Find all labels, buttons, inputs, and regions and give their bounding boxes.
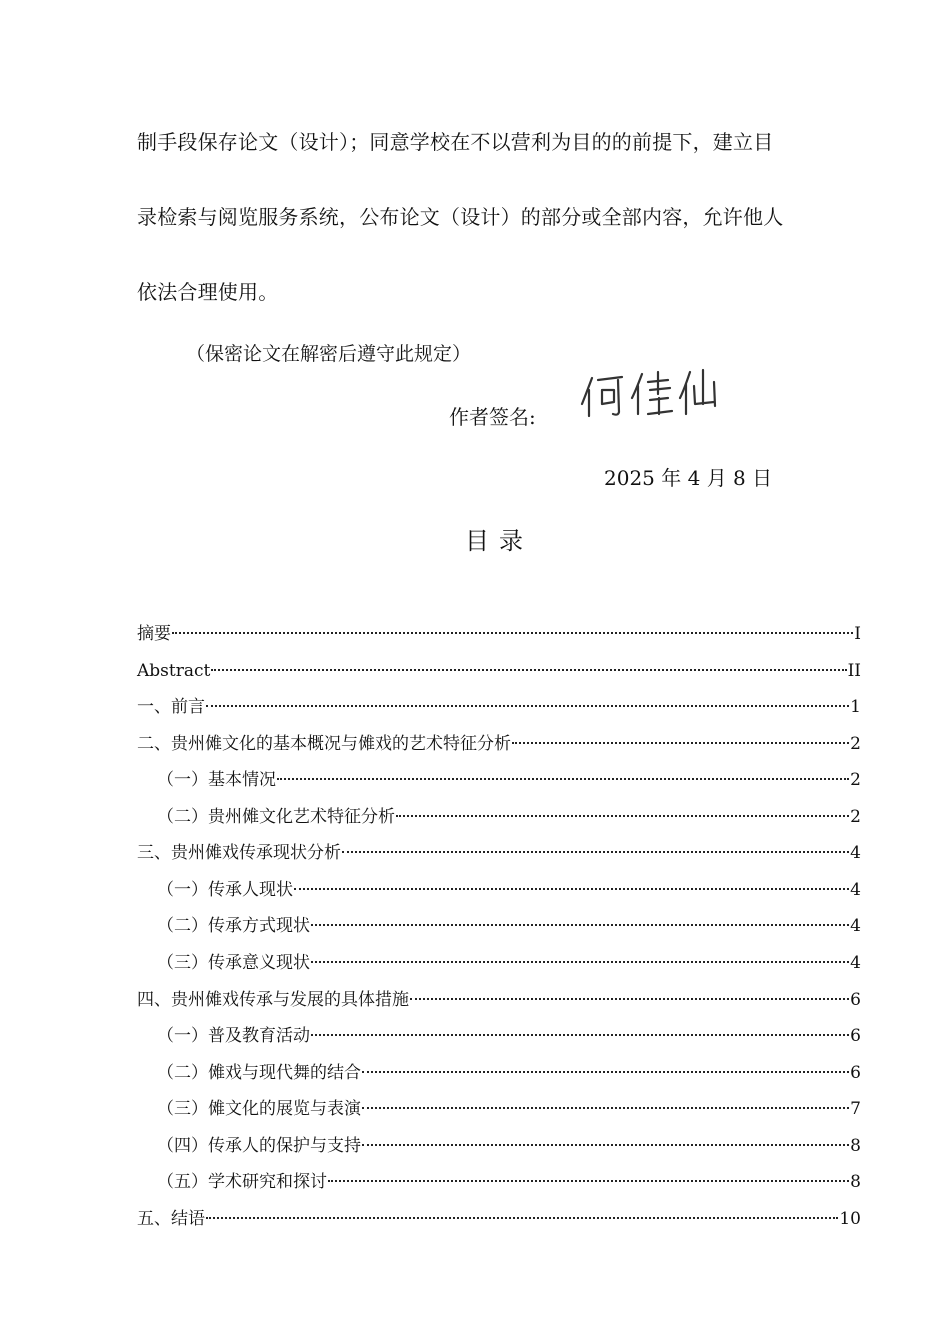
toc-leader-dots	[410, 981, 849, 1005]
toc-entry[interactable]	[137, 615, 861, 644]
toc-leader-dots	[512, 725, 849, 749]
toc-leader-dots	[396, 798, 849, 822]
toc-entry-page: 2	[850, 807, 861, 827]
toc-leader-dots	[206, 688, 849, 712]
toc-entry[interactable]	[157, 1090, 861, 1119]
toc-leader-dots	[172, 615, 853, 639]
confidential-note: （保密论文在解密后遵守此规定）	[186, 343, 472, 365]
toc-entry[interactable]	[137, 688, 861, 717]
toc-leader-dots	[328, 1163, 849, 1187]
toc-entry-page: 4	[850, 880, 861, 900]
toc-leader-dots	[294, 871, 849, 895]
toc-entry-page: 2	[850, 770, 861, 790]
toc-entry-text: （三）傩文化的展览与表演	[157, 1099, 361, 1119]
toc-entry-page: 2	[850, 734, 861, 754]
toc-entry-text: （一）传承人现状	[157, 880, 293, 900]
toc-entry-text: （二）贵州傩文化艺术特征分析	[157, 807, 395, 827]
toc-leader-dots	[311, 907, 849, 931]
toc-entry[interactable]	[157, 1017, 861, 1046]
toc-entry[interactable]	[157, 907, 861, 936]
toc-leader-dots	[206, 1200, 838, 1224]
toc-entry-page: 10	[839, 1209, 861, 1229]
toc-entry[interactable]	[157, 1054, 861, 1083]
toc-entry-page: 4	[850, 843, 861, 863]
toc-leader-dots	[362, 1054, 849, 1078]
toc-entry[interactable]	[157, 1163, 861, 1192]
toc-entry-text: Abstract	[137, 661, 211, 681]
toc-entry-page: 8	[850, 1136, 861, 1156]
toc-entry-page: 6	[850, 990, 861, 1010]
toc-entry-text: 二、贵州傩文化的基本概况与傩戏的艺术特征分析	[137, 734, 511, 754]
toc-entry[interactable]	[137, 834, 861, 863]
toc-entry-text: 三、贵州傩戏传承现状分析	[137, 843, 341, 863]
toc-entry-text: （一）普及教育活动	[157, 1026, 310, 1046]
toc-entry-text: 摘要	[137, 624, 171, 644]
toc-entry-page: 6	[850, 1063, 861, 1083]
toc-entry-page: 6	[850, 1026, 861, 1046]
toc-entry-page: 1	[850, 697, 861, 717]
toc-entry-text: （一）基本情况	[157, 770, 276, 790]
toc-entry-page: 4	[850, 916, 861, 936]
toc-leader-dots	[211, 652, 846, 676]
toc-entry[interactable]	[157, 944, 861, 973]
handwritten-signature	[578, 364, 728, 426]
toc-title: 目录	[465, 527, 533, 555]
toc-entry[interactable]	[137, 652, 861, 681]
signature-date: 2025 年 4 月 8 日	[604, 466, 773, 490]
toc-entry-page: 7	[850, 1099, 861, 1119]
toc-leader-dots	[311, 944, 849, 968]
toc-entry-page: II	[847, 661, 861, 681]
toc-entry[interactable]	[157, 798, 861, 827]
toc-entry[interactable]	[137, 981, 861, 1010]
toc-entry[interactable]	[137, 725, 861, 754]
toc-entry-text: （二）傩戏与现代舞的结合	[157, 1063, 361, 1083]
toc-entry-text: （四）传承人的保护与支持	[157, 1136, 361, 1156]
toc-entry-page: 4	[850, 953, 861, 973]
toc-leader-dots	[362, 1127, 849, 1151]
toc-leader-dots	[342, 834, 849, 858]
toc-entry[interactable]	[157, 1127, 861, 1156]
statement-line-1: 制手段保存论文（设计）；同意学校在不以营利为目的的前提下，建立目	[137, 130, 774, 154]
statement-line-2: 录检索与阅览服务系统，公布论文（设计）的部分或全部内容，允许他人	[137, 205, 784, 229]
toc-entry-page: 8	[850, 1172, 861, 1192]
signature-label: 作者签名:	[449, 405, 536, 429]
toc-entry-page: I	[854, 624, 861, 644]
toc-entry-text: 四、贵州傩戏传承与发展的具体措施	[137, 990, 409, 1010]
toc-entry[interactable]	[137, 1200, 861, 1229]
toc-entry-text: （三）传承意义现状	[157, 953, 310, 973]
toc-leader-dots	[277, 761, 849, 785]
statement-line-3: 依法合理使用。	[137, 280, 279, 304]
toc-entry-text: （五）学术研究和探讨	[157, 1172, 327, 1192]
toc-entry-text: 一、前言	[137, 697, 205, 717]
toc-entry[interactable]	[157, 761, 861, 790]
toc-leader-dots	[362, 1090, 849, 1114]
toc-entry-text: 五、结语	[137, 1209, 205, 1229]
toc-entry[interactable]	[157, 871, 861, 900]
toc-leader-dots	[311, 1017, 849, 1041]
toc-entry-text: （二）传承方式现状	[157, 916, 310, 936]
